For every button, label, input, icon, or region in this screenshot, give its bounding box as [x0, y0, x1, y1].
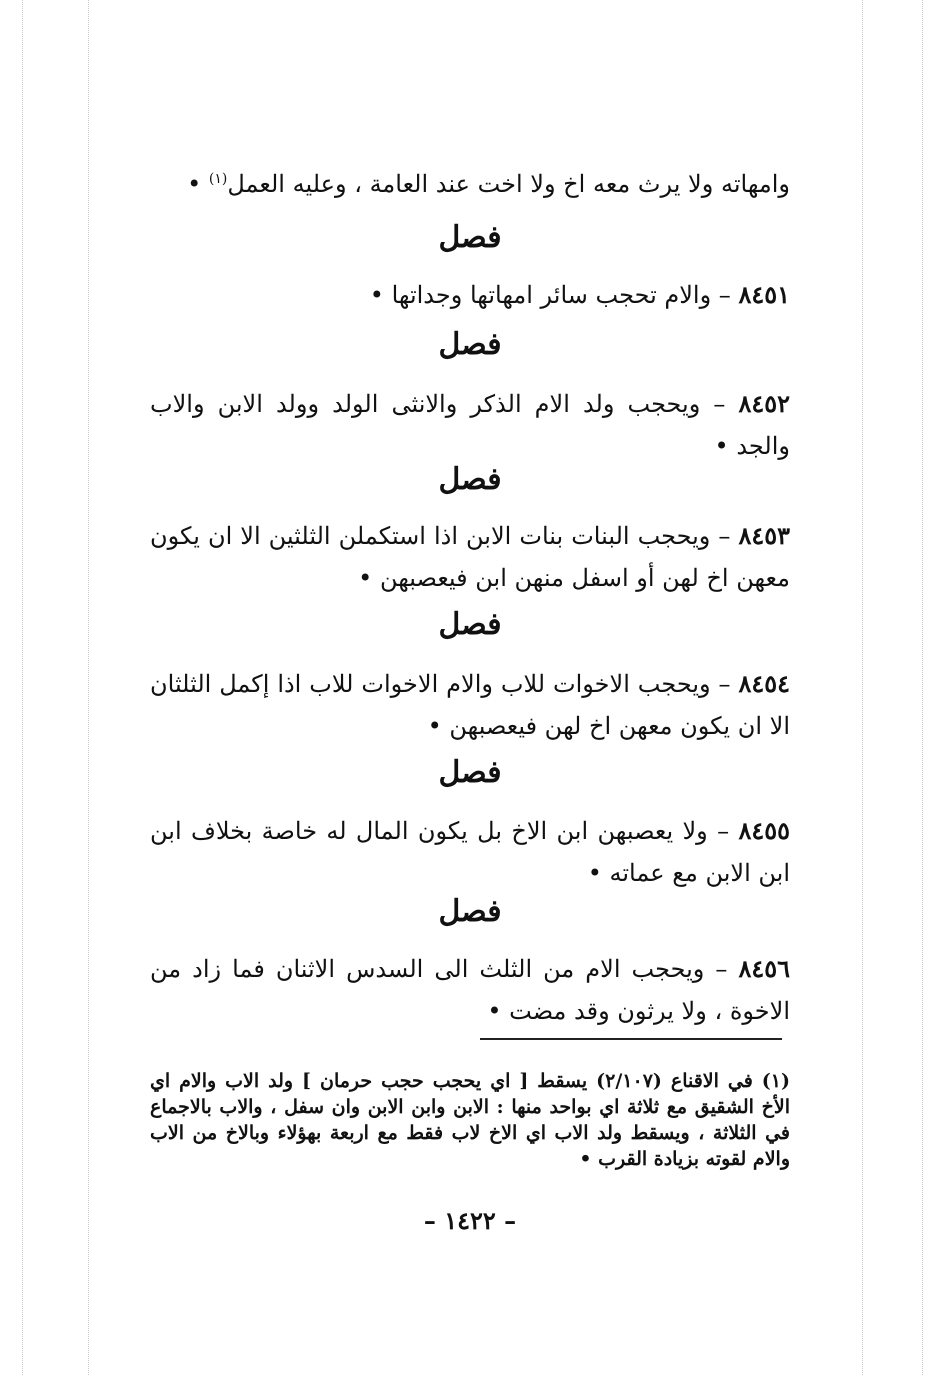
footnote-separator — [480, 1038, 782, 1040]
intro-text: وامهاته ولا يرث معه اخ ولا اخت عند العامة ، وعليه العمل — [227, 170, 790, 198]
scan-margin-line — [88, 0, 89, 1375]
paragraph-number: ٨٤٥٥ — [738, 816, 790, 845]
section-heading — [330, 753, 610, 793]
section-heading-text: فصل — [438, 327, 502, 362]
section-heading-text: فصل — [438, 755, 502, 790]
section-heading-text: فصل — [438, 894, 502, 929]
section-heading-text: فصل — [438, 607, 502, 642]
footnote-ref[interactable]: (١) — [208, 171, 228, 187]
section-heading-text: فصل — [438, 462, 502, 497]
scan-margin-line — [22, 0, 23, 1375]
scan-margin-line — [922, 0, 923, 1375]
paragraph — [150, 383, 790, 467]
paragraph-text: – ويحجب البنات بنات الابن اذا استكملن الثلثين الا ان يكون معهن اخ لهن أو اسفل منهن ابن فيعصبهن • — [150, 522, 790, 592]
paragraph — [150, 663, 790, 747]
paragraph — [150, 810, 790, 894]
paragraph-text: – ويحجب الاخوات للاب والام الاخوات للاب اذا إكمل الثلثان الا ان يكون معهن اخ لهن فيعصبهن • — [150, 670, 790, 740]
paragraph-text: – ولا يعصبهن ابن الاخ بل يكون المال له خاصة بخلاف ابن ابن الابن مع عماته • — [150, 817, 790, 887]
footnote: (١) في الاقناع (٢/١٠٧) يسقط [ اي يحجب حجب حرمان ] ولد الاب والام اي الأخ الشقيق مع ثلاثة اي بواحد منها : الابن وابن الابن وان سفل ، والاب بالاجماع في الثلاثة ، ويسقط ولد الاب اي الاخ لاب فقط مع اربعة بهؤلاء وبالاخ من الاب والام لقوته بزيادة القرب • — [150, 1070, 790, 1170]
paragraph — [150, 515, 790, 599]
page-number: – ١٤٢٢ – — [423, 1206, 517, 1235]
paragraph — [150, 948, 790, 1032]
paragraph-text: – ويحجب ولد الام الذكر والانثى الولد وولد الابن والاب والجد • — [150, 390, 790, 460]
intro-paragraph — [150, 163, 790, 205]
paragraph-text: – والام تحجب سائر امهاتها وجداتها • — [369, 281, 739, 309]
paragraph — [150, 274, 790, 316]
paragraph-number: ٨٤٥٦ — [738, 954, 790, 983]
paragraph-number: ٨٤٥١ — [738, 280, 790, 309]
section-heading — [330, 218, 610, 258]
paragraph-number: ٨٤٥٤ — [738, 669, 790, 698]
section-heading — [330, 892, 610, 932]
section-heading — [330, 605, 610, 645]
section-heading-text: فصل — [438, 220, 502, 255]
paragraph-text: – ويحجب الام من الثلث الى السدس الاثنان فما زاد من الاخوة ، ولا يرثون وقد مضت • — [150, 955, 790, 1025]
paragraph-number: ٨٤٥٢ — [738, 389, 790, 418]
section-heading — [330, 325, 610, 365]
paragraph-number: ٨٤٥٣ — [738, 521, 790, 550]
section-heading — [330, 460, 610, 500]
intro-end: • — [187, 170, 209, 198]
scan-margin-line — [862, 0, 863, 1375]
